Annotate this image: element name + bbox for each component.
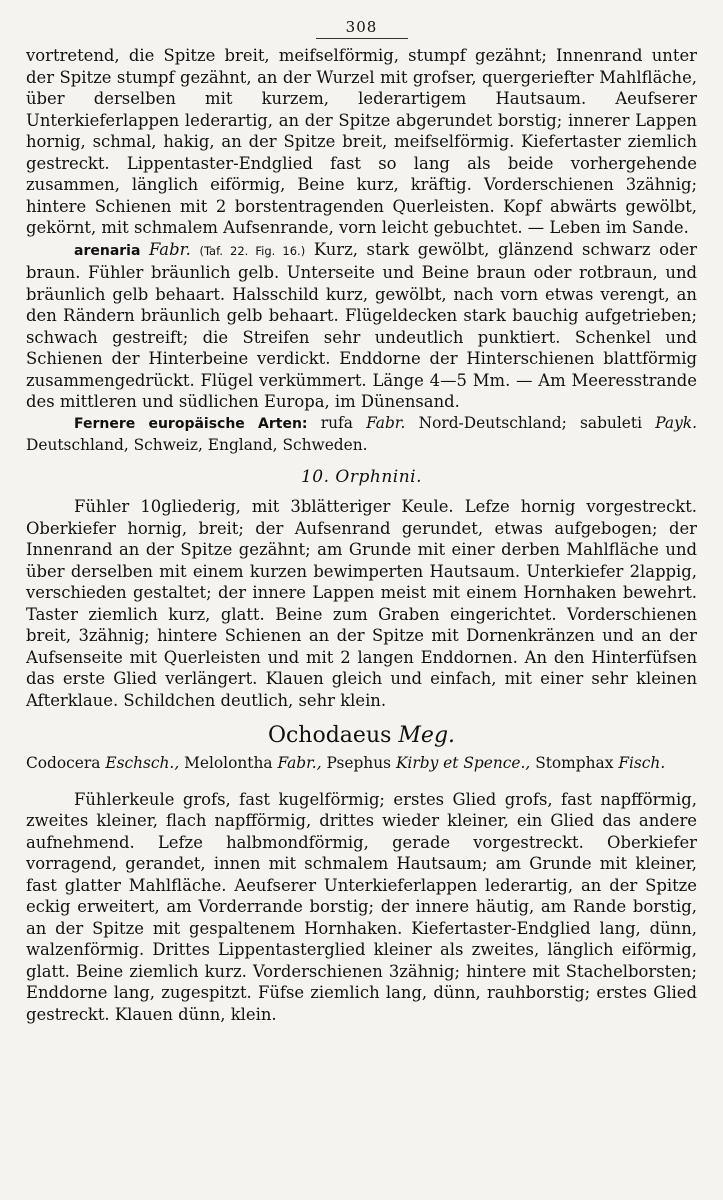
synonym-3-author: Kirby et Spence., — [395, 753, 531, 772]
further-species-1-region: Nord-Deutschland; — [418, 413, 567, 432]
further-species-1-name: rufa — [320, 413, 353, 432]
synonym-1-name: Codocera — [26, 753, 101, 772]
intro-paragraph: vortretend, die Spitze breit, meifselförmig, stumpf gezähnt; Innenrand unter der Spitze stumpf gezähnt, an der Wurzel mit grofser, quergeriefter Mahlfläche, über derselben mit kurzem, lederartigem Hautsaum. Aeufserer Unterkieferlappen lederartig, an der Spitze abgerundet borstig; innerer Lappen hornig, schmal, hakig, an der Spitze breit, meifselförmig. Kiefertaster ziemlich gestreckt. Lippentaster-Endglied fast so lang als beide vorhergehende zusammen, länglich eiförmig, Beine kurz, kräftig. Vorderschienen 3zähnig; hintere Schienen mit 2 borstentragenden Querleisten. Kopf abwärts gewölbt, gekörnt, mit schmalem Aufsenrande, vorn leicht gebuchtet. — Leben im Sande. — [26, 46, 697, 237]
synonymy-line — [26, 753, 697, 773]
synonym-3-name: Psephus — [326, 753, 392, 772]
further-species-2-author: Payk. — [655, 413, 697, 432]
further-species — [26, 413, 697, 457]
species-arenaria — [26, 239, 697, 413]
ochodaeus-description: Fühlerkeule grofs, fast kugelförmig; erstes Glied grofs, fast napfförmig, zweites kleiner, flach napfförmig, drittes wieder kleiner, ein Glied das andere aufnehmend. Lefze halbmondförmig, gerade vorgestreckt. Oberkiefer vorragend, gerandet, innen mit schmalem Hautsaum; am Grunde mit kleiner, fast glatter Mahlfläche. Aeufserer Unterkieferlappen lederartig, an der Spitze eckig erweitert, am Vorderrande borstig; der innere häutig, am Rande borstig, an der Spitze mit gespaltenem Hornhaken. Kiefertaster-Endglied lang, dünn, walzenförmig. Drittes Lippentasterglied kleiner als zweites, länglich eiförmig, glatt. Beine ziemlich kurz. Vorderschienen 3zähnig; hintere mit Stachelborsten; Enddorne lang, zugespitzt. Füfse ziemlich lang, dünn, rauhborstig; erstes Glied gestreckt. Klauen dünn, klein. — [26, 789, 697, 1024]
synonym-2-name: Melolontha — [184, 753, 273, 772]
synonym-4-name: Stomphax — [535, 753, 614, 772]
synonym-4-author: Fisch. — [618, 753, 666, 772]
orphnini-description: Fühler 10gliederig, mit 3blätteriger Keule. Lefze hornig vorgestreckt. Oberkiefer hornig, breit; der Aufsenrand gerundet, etwas aufgebogen; der Innenrand an der Spitze gezähnt; am Grunde mit einer derben Mahlfläche und über derselben mit einem kurzen bewimperten Hautsaum. Unterkiefer 2lappig, verschieden gestaltet; der innere Lappen meist mit einem Hornhaken bewehrt. Taster ziemlich kurz, glatt. Beine zum Graben eingerichtet. Vorderschienen breit, 3zähnig; hintere Schienen an der Spitze mit Dornenkränzen und an der Aufsenseite mit Querleisten und mit 2 langen Enddornen. An den Hinterfüfsen das erste Glied verlängert. Klauen gleich und einfach, mit einer sehr kleinen Afterklaue. Schildchen deutlich, sehr klein. — [26, 497, 697, 710]
species-author: Fabr. — [149, 239, 191, 259]
species-description: Kurz, stark gewölbt, glänzend schwarz oder braun. Fühler bräunlich gelb. Unterseite und Beine braun oder rotbraun, und bräunlich gelb behaart. Halsschild kurz, gewölbt, nach vorn etwas verengt, an den Rändern bräunlich gelb behaart. Flügeldecken stark bauchig aufgetrieben; schwach gestreift; die Streifen sehr undeutlich punktiert. Schenkel und Schienen der Hinterbeine verdickt. Enddorne der Hinterschienen blattförmig zusammengedrückt. Flügel verkümmert. Länge 4—5 Mm. — Am Meeresstrande des mittleren und südlichen Europa, im Dünensand. — [26, 239, 697, 411]
genus-name: Ochodaeus — [267, 723, 392, 748]
further-species-1-author: Fabr. — [366, 413, 406, 432]
text-column — [26, 45, 697, 1025]
further-species-2-name: sabuleti — [580, 413, 642, 432]
genus-author: Meg. — [398, 723, 456, 748]
further-species-label: Fernere europäische Arten: — [74, 415, 308, 432]
genus-title — [26, 725, 697, 747]
plate-reference: (Taf. 22. Fig. 16.) — [199, 243, 306, 258]
page-number: 308 — [345, 18, 378, 36]
further-species-2-region: Deutschland, Schweiz, England, Schweden. — [26, 436, 368, 454]
species-name: arenaria — [74, 242, 141, 259]
section-title-orphnini: 10. Orphnini. — [300, 466, 422, 487]
synonym-1-author: Eschsch., — [105, 753, 180, 772]
synonym-2-author: Fabr., — [277, 753, 322, 772]
page-number-rule — [316, 38, 408, 39]
